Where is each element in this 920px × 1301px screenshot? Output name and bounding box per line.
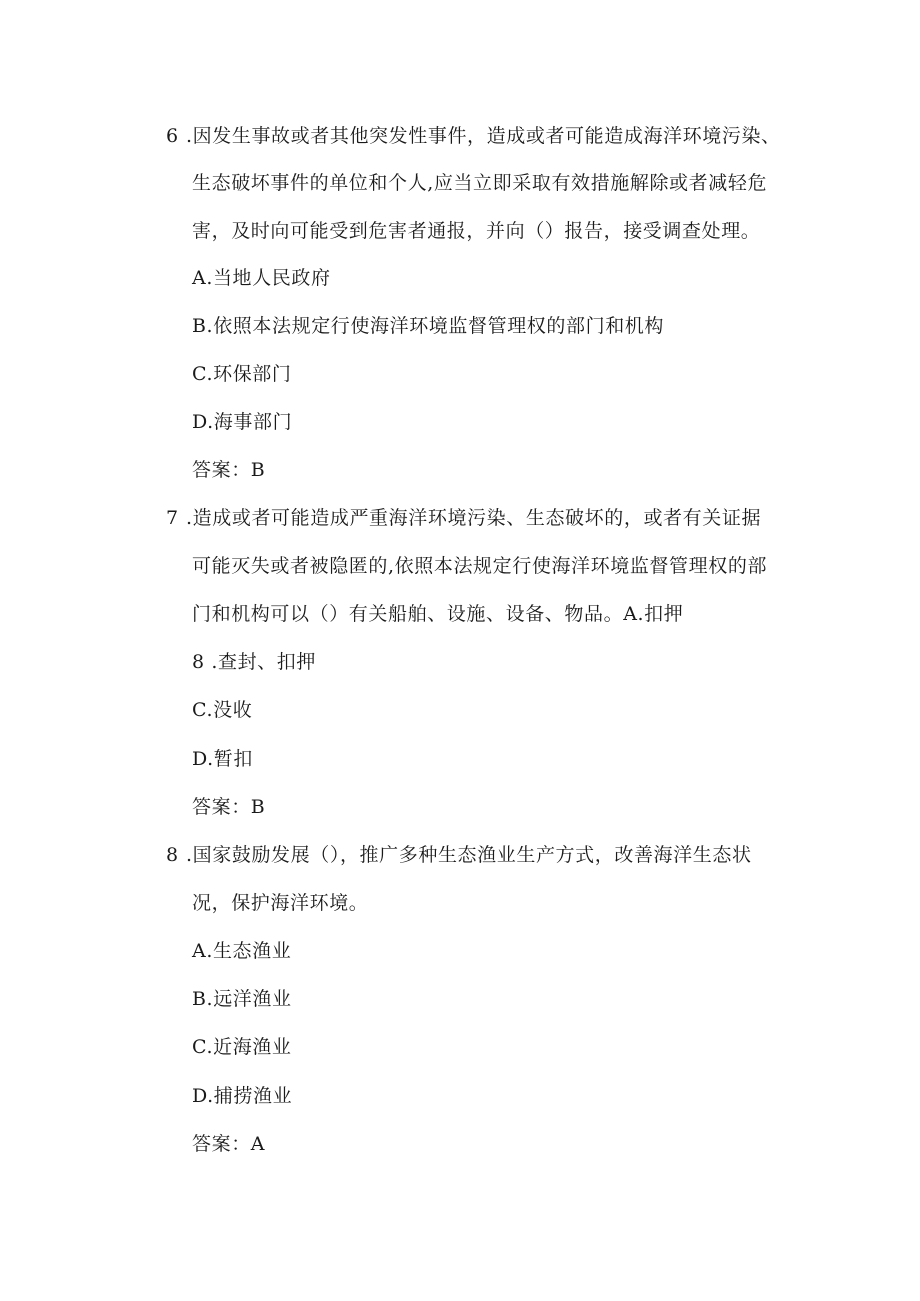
question-6-line-3: 害，及时向可能受到危害者通报，并向（）报告，接受调查处理。 xyxy=(192,220,761,242)
question-7-option-c: C.没收 xyxy=(192,699,253,721)
question-7-option-d: D.暂扣 xyxy=(192,748,253,770)
question-8-option-d: D.捕捞渔业 xyxy=(192,1085,293,1107)
question-8-option-c: C.近海渔业 xyxy=(192,1036,292,1058)
question-7-option-b: 8 .查封、扣押 xyxy=(192,651,316,673)
question-8-option-b: B.远洋渔业 xyxy=(192,988,292,1010)
question-6-line-2: 生态破坏事件的单位和个人,应当立即采取有效措施解除或者减轻危 xyxy=(192,172,768,194)
question-7-number: 7 xyxy=(166,507,179,529)
question-8-line-2: 况，保护海洋环境。 xyxy=(192,892,369,914)
question-7-line-1 xyxy=(166,506,761,530)
question-7-line-3: 门和机构可以（）有关船舶、设施、设备、物品。A.扣押 xyxy=(192,603,684,625)
question-6-option-b: B.依照本法规定行使海洋环境监督管理权的部门和机构 xyxy=(192,315,665,337)
question-6-option-c: C.环保部门 xyxy=(192,363,292,385)
question-7-line-2: 可能灭失或者被隐匿的,依照本法规定行使海洋环境监督管理权的部 xyxy=(192,555,768,577)
question-6-answer: 答案：B xyxy=(192,459,266,481)
question-6-line-1 xyxy=(166,124,781,148)
question-7-text-1: .造成或者可能造成严重海洋环境污染、生态破坏的，或者有关证据 xyxy=(186,507,762,529)
question-8-line-1 xyxy=(166,843,752,867)
question-8-text-1: .国家鼓励发展（），推广多种生态渔业生产方式，改善海洋生态状 xyxy=(186,844,752,866)
question-8-answer: 答案：A xyxy=(192,1133,266,1155)
question-6-option-a: A.当地人民政府 xyxy=(192,267,331,289)
question-6-number: 6 xyxy=(166,125,179,147)
question-7-answer: 答案：B xyxy=(192,796,266,818)
question-6-text-1: .因发生事故或者其他突发性事件，造成或者可能造成海洋环境污染、 xyxy=(186,125,781,147)
question-6-option-d: D.海事部门 xyxy=(192,411,293,433)
question-8-option-a: A.生态渔业 xyxy=(192,940,292,962)
question-8-number: 8 xyxy=(166,844,179,866)
